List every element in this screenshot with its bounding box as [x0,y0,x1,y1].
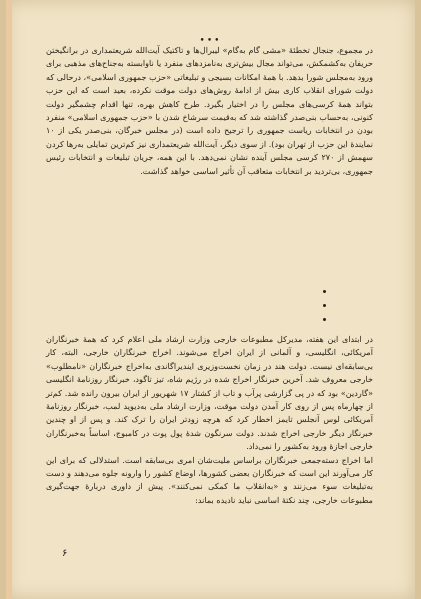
section-separator-top: ••• [199,36,222,46]
scanned-page [6,0,415,599]
text-section-2 [46,333,373,547]
page-number: ۶ [62,548,68,559]
binding-edge [6,0,12,599]
section-separator-dots [320,290,330,332]
paragraph-2: در ابتدای این هفته، مدیرکل مطبوعات خارجی وزارت ارشاد ملی اعلام کرد که همهٔ خبرنگاران آمریکائی، انگلیسی، و آلمانی از ایران اخراج می‌شوند. اخراج خبرنگاران خارجی، البته، کار بی‌سابقه‌ای نیست. دولت هند در زمان نخست‌وزیری ایندیراگاندی به‌اخراج خبرنگاران «نامطلوب» خارجی معروف شد. آخرین خبرنگار اخراج شده در رژیم شاه، تیز تاگود، خبرنگار روزنامهٔ انگلیسی «گاردین» بود که در پی گزارشی پرآب و تاب از کشتار ۱۷ شهریور از ایران بیرون رانده شد. کم‌تر از چهارماه پس از روی کار آمدن دولت موقت، وزارت ارشاد ملی به‌دیوید لمب، خبرنگار روزنامهٔ آمریکائی لوس آنجلس تایمز اخطار کرد که هرچه زودتر ایران را ترک کند. و پس از او چندین خبرنگار دیگر خارجی اخراج شدند. دولت سرنگون شدهٔ پول پوت در کامبوج، اساساً به‌خبرنگاران خارجی اجازهٔ ورود به‌کشور را نمی‌داد. [46,334,374,452]
paragraph-3: اما اخراج دسته‌جمعی خبرنگاران براساس ملیت‌شان امری بی‌سابقه است. استدلالی که برای این کار می‌آورند این است که خبرنگاران بعضی کشورها، اوضاع کشور را وارونه جلوه می‌دهند و دست به‌تبلیغات سوء می‌زنند و «به‌انقلاب ما کمکی نمی‌کنند». پیش از داوری دربارهٔ جهت‌گیری مطبوعات خارجی، چند نکتهٔ اساسی نباید نادیده بماند: [46,454,373,505]
paragraph-1: در مجموع، جنجال تخطئهٔ «مشی گام به‌گام» لیبرال‌ها و تاکتیک آیت‌الله شریعتمداری در برانگیختن حریفان به‌کشمکش، می‌تواند مجال بیش‌تری به‌نامزدهای منفرد یا ناوابسته به‌جناح‌های مذهبی برای ورود به‌مجلس شورا بدهد. با همهٔ امکانات بسیجی و تبلیغاتی «حزب جمهوری اسلامی»، درحالی که دولت شورای انقلاب کاری بیش از ادامهٔ روش‌های دولت موقت نکرده، بعید است که این حزب بتواند همهٔ کرسی‌های مجلس را در اختیار بگیرد. طرح کاهش بهره، تنها اقدام چشمگیر دولت کنونی، به‌حساب بنی‌صدر گذاشته شد که به‌قیمت سرشاخ شدن با «حزب جمهوری اسلامی» منفرد بودن در انتخابات ریاست جمهوری را ترجیح داده است (در مجلس خبرگان، بنی‌صدر یکی از ۱۰ نماینده‌ٔ این حزب از تهران بود). از سوی دیگر، آیت‌الله شریعتمداری نیز کم‌ترین تمایلی به‌رها کردن سهمش از ۲۷۰ کرسی مجلس آینده نشان نمی‌دهد. با این همه، جریان تبلیغات و انتخابات رئیس جمهوری، بی‌تردید بر انتخابات متعاقب آن تأثیر اساسی خواهد گذاشت. [46,45,373,176]
text-section-1 [46,44,373,244]
